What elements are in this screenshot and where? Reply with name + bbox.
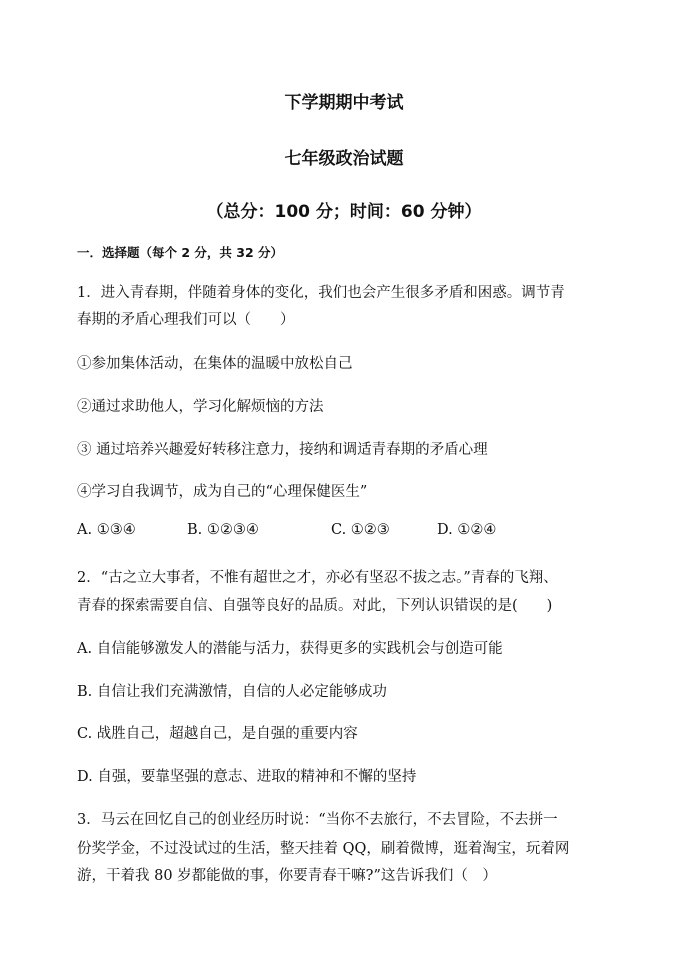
q2-option-d: D. 自强，要靠坚强的意志、进取的精神和不懈的坚持 [77, 769, 417, 785]
q1-item-3: ③ 通过培养兴趣爱好转移注意力，接纳和调适青春期的矛盾心理 [77, 442, 488, 458]
q1-item-2: ②通过求助他人，学习化解烦恼的方法 [77, 399, 324, 415]
q2-stem-line2: 青春的探索需要自信、自强等良好的品质。对此，下列认识错误的是( ) [77, 598, 553, 614]
q1-option-b: B. ①②③④ [187, 522, 259, 538]
q3-stem-line3: 游，干着我 80 岁都能做的事，你要青春干嘛?”这告诉我们（ ） [77, 868, 497, 884]
q1-stem-line2: 春期的矛盾心理我们可以（ ） [77, 312, 295, 328]
q2-option-c: C. 战胜自己，超越自己，是自强的重要内容 [77, 726, 358, 742]
exam-subtitle: 七年级政治试题 [284, 149, 404, 169]
q1-option-c: C. ①②③ [331, 522, 390, 538]
score-time-info: （总分：100 分；时间：60 分钟） [206, 202, 482, 222]
q3-stem-line2: 份奖学金，不过没试过的生活，整天挂着 QQ，刷着微博，逛着淘宝，玩着网 [77, 841, 570, 857]
q1-options [77, 522, 637, 544]
q2-option-b: B. 自信让我们充满激情，自信的人必定能够成功 [77, 684, 387, 700]
section-heading-choice: 一．选择题（每个 2 分，共 32 分） [77, 245, 284, 260]
q2-option-a: A. 自信能够激发人的潜能与活力，获得更多的实践机会与创造可能 [77, 641, 503, 657]
q1-option-d: D. ①②④ [437, 522, 497, 538]
q2-stem-line1: 2．“古之立大事者，不惟有超世之才，亦必有坚忍不拔之志。”青春的飞翔、 [77, 570, 558, 586]
q1-item-4: ④学习自我调节，成为自己的“心理保健医生” [77, 484, 368, 500]
exam-title: 下学期期中考试 [284, 93, 404, 113]
q1-option-a: A. ①③④ [77, 522, 136, 538]
q1-stem-line1: 1．进入青春期，伴随着身体的变化，我们也会产生很多矛盾和困惑。调节青 [77, 285, 565, 301]
q3-stem-line1: 3．马云在回忆自己的创业经历时说：“当你不去旅行，不去冒险，不去拼一 [77, 812, 558, 828]
q1-item-1: ①参加集体活动，在集体的温暖中放松自己 [77, 356, 353, 372]
